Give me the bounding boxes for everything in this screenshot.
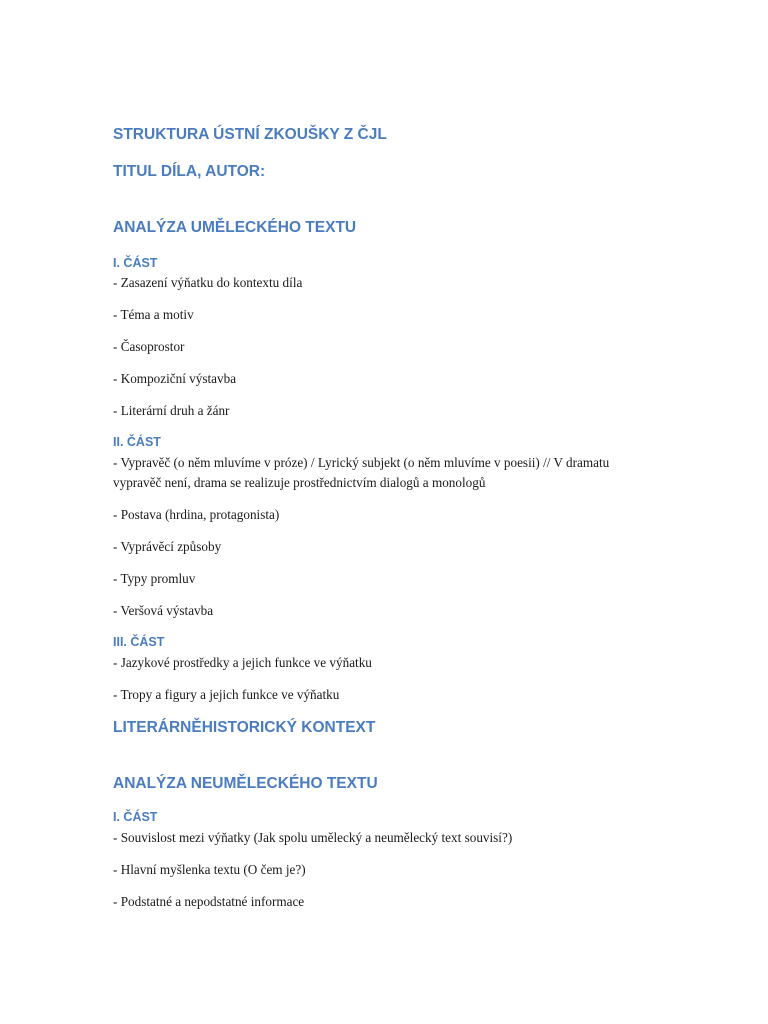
art-part1-label: I. ČÁST bbox=[113, 256, 158, 270]
nonart-part1-label: I. ČÁST bbox=[113, 810, 158, 824]
work-author-heading: TITUL DÍLA, AUTOR: bbox=[113, 163, 266, 180]
list-item: - Podstatné a nepodstatné informace bbox=[113, 894, 305, 909]
document-title: STRUKTURA ÚSTNÍ ZKOUŠKY Z ČJL bbox=[113, 126, 387, 143]
list-item: - Časoprostor bbox=[113, 339, 185, 354]
list-item: - Postava (hrdina, protagonista) bbox=[113, 507, 280, 522]
art-part2-label: II. ČÁST bbox=[113, 435, 161, 449]
list-item: - Veršová výstavba bbox=[113, 603, 214, 618]
list-item: - Téma a motiv bbox=[113, 307, 194, 322]
art-text-heading: ANALÝZA UMĚLECKÉHO TEXTU bbox=[113, 219, 357, 236]
list-item: - Kompoziční výstavba bbox=[113, 371, 237, 386]
literary-context-heading: LITERÁRNĚHISTORICKÝ KONTEXT bbox=[113, 719, 376, 736]
nonart-text-heading: ANALÝZA NEUMĚLECKÉHO TEXTU bbox=[113, 775, 378, 792]
art-part3-label: III. ČÁST bbox=[113, 635, 165, 649]
list-item: - Vypravěč (o něm mluvíme v próze) / Lyrický subjekt (o něm mluvíme v poesii) // V dramatu vypravěč není, drama se realizuje prostřednictvím dialogů a monologů bbox=[113, 455, 610, 490]
list-item: - Vyprávěcí způsoby bbox=[113, 539, 222, 554]
list-item: - Jazykové prostředky a jejich funkce ve výňatku bbox=[113, 655, 372, 670]
list-item: - Souvislost mezi výňatky (Jak spolu umělecký a neumělecký text souvisí?) bbox=[113, 830, 513, 845]
list-item: - Literární druh a žánr bbox=[113, 403, 230, 418]
list-item: - Zasazení výňatku do kontextu díla bbox=[113, 275, 303, 290]
list-item: - Tropy a figury a jejich funkce ve výňatku bbox=[113, 687, 340, 702]
list-item: - Hlavní myšlenka textu (O čem je?) bbox=[113, 862, 306, 877]
list-item: - Typy promluv bbox=[113, 571, 196, 586]
